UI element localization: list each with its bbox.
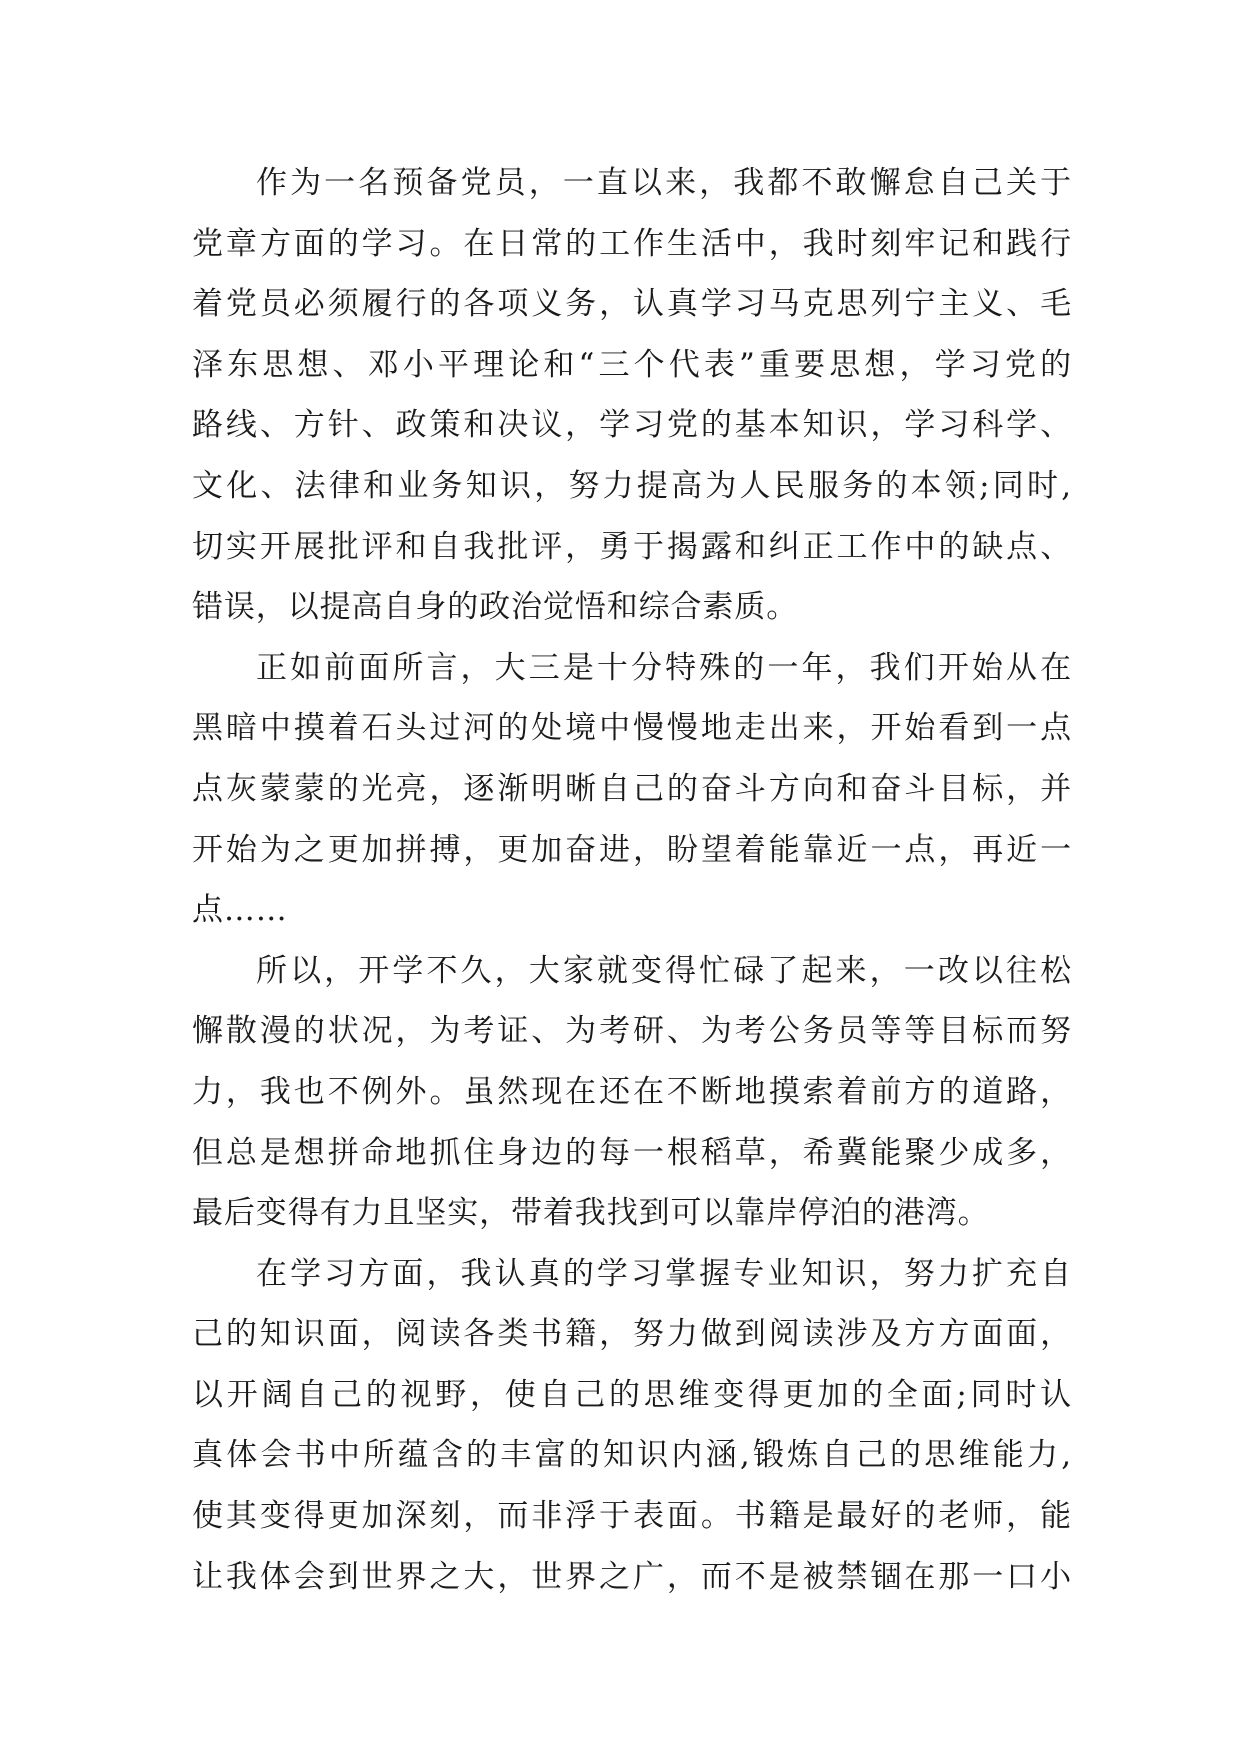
text-line: 着党员必须履行的各项义务，认真学习马克思列宁主义、毛 xyxy=(192,286,1072,323)
text-line: 黑暗中摸着石头过河的处境中慢慢地走出来，开始看到一点 xyxy=(192,710,1072,747)
text-line: 以开阔自己的视野，使自己的思维变得更加的全面;同时认 xyxy=(192,1376,1072,1413)
text-line: 使其变得更加深刻，而非浮于表面。书籍是最好的老师，能 xyxy=(192,1498,1072,1535)
text-line: 文化、法律和业务知识，努力提高为人民服务的本领;同时, xyxy=(192,467,1072,504)
text-line: 己的知识面，阅读各类书籍，努力做到阅读涉及方方面面， xyxy=(192,1316,1072,1353)
paragraph-4 xyxy=(192,1244,1072,1608)
text-line: 在学习方面，我认真的学习掌握专业知识，努力扩充自 xyxy=(256,1255,1072,1292)
text-line: 力，我也不例外。虽然现在还在不断地摸索着前方的道路， xyxy=(192,1073,1072,1110)
text-line: 最后变得有力且坚实，带着我找到可以靠岸停泊的港湾。 xyxy=(192,1195,990,1232)
document-body xyxy=(192,153,1072,1607)
text-line: 泽东思想、邓小平理论和“三个代表”重要思想，学习党的 xyxy=(192,346,1072,383)
text-line: 路线、方针、政策和决议，学习党的基本知识，学习科学、 xyxy=(192,407,1072,444)
paragraph-3 xyxy=(192,941,1072,1244)
text-line: 点灰蒙蒙的光亮，逐渐明晰自己的奋斗方向和奋斗目标，并 xyxy=(192,770,1072,807)
paragraph-1 xyxy=(192,153,1072,638)
text-line: 但总是想拼命地抓住身边的每一根稻草，希冀能聚少成多， xyxy=(192,1134,1072,1171)
text-line: 错误，以提高自身的政治觉悟和综合素质。 xyxy=(192,589,799,626)
text-line: 党章方面的学习。在日常的工作生活中，我时刻牢记和践行 xyxy=(192,225,1072,262)
text-line: 点…… xyxy=(192,892,288,929)
text-line: 作为一名预备党员，一直以来，我都不敢懈怠自己关于 xyxy=(256,165,1072,201)
text-line: 真体会书中所蕴含的丰富的知识内涵,锻炼自己的思维能力, xyxy=(192,1437,1072,1474)
text-line: 正如前面所言，大三是十分特殊的一年，我们开始从在 xyxy=(256,649,1072,686)
text-line: 开始为之更加拼搏，更加奋进，盼望着能靠近一点，再近一 xyxy=(192,831,1072,868)
text-line: 让我体会到世界之大，世界之广，而不是被禁锢在那一口小 xyxy=(192,1558,1072,1595)
text-line: 所以，开学不久，大家就变得忙碌了起来，一改以往松 xyxy=(256,952,1072,989)
paragraph-2 xyxy=(192,638,1072,941)
text-line: 懈散漫的状况，为考证、为考研、为考公务员等等目标而努 xyxy=(192,1013,1072,1050)
text-line: 切实开展批评和自我批评，勇于揭露和纠正工作中的缺点、 xyxy=(192,528,1072,565)
